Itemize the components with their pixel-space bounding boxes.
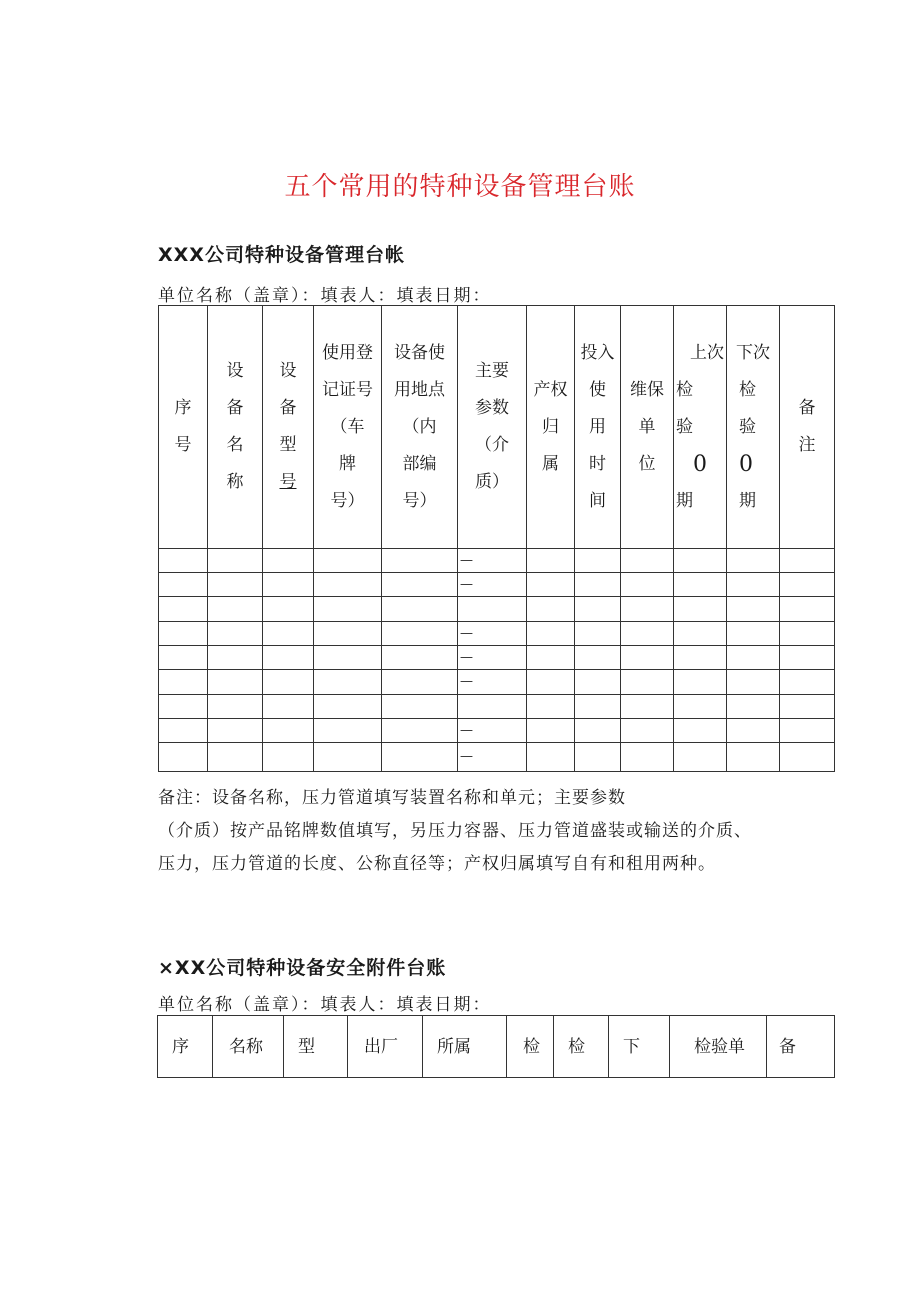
table-cell bbox=[382, 695, 458, 719]
table-cell bbox=[621, 743, 674, 772]
table-cell bbox=[159, 695, 208, 719]
table-cell bbox=[674, 646, 727, 670]
table-cell bbox=[621, 622, 674, 646]
table-cell bbox=[527, 549, 575, 573]
table-cell bbox=[458, 695, 527, 719]
table-cell bbox=[780, 646, 835, 670]
acc-col-factory: 出厂 bbox=[348, 1016, 423, 1078]
table-cell bbox=[727, 695, 780, 719]
table-cell: — bbox=[458, 622, 527, 646]
table-cell bbox=[621, 549, 674, 573]
table-cell bbox=[621, 597, 674, 622]
table-cell bbox=[314, 597, 382, 622]
acc-col-name: 名称 bbox=[213, 1016, 284, 1078]
col-header-main-params: 主要 参数 （介 质） bbox=[458, 306, 527, 549]
table-cell bbox=[382, 622, 458, 646]
table-cell bbox=[780, 573, 835, 597]
acc-col-inspect-a: 检 bbox=[507, 1016, 554, 1078]
table-cell bbox=[575, 695, 621, 719]
section1-heading: XXX公司特种设备管理台帐 bbox=[158, 244, 405, 266]
table-cell bbox=[314, 549, 382, 573]
table-cell bbox=[575, 670, 621, 695]
table-cell bbox=[314, 719, 382, 743]
table-cell bbox=[621, 573, 674, 597]
table-cell bbox=[674, 549, 727, 573]
table-cell bbox=[527, 695, 575, 719]
table-row bbox=[159, 670, 835, 695]
acc-col-inspection-unit: 检验单 bbox=[670, 1016, 767, 1078]
col-header-next-inspection: 下次 检 验 0 期 bbox=[727, 306, 780, 549]
table-cell bbox=[382, 597, 458, 622]
table-cell bbox=[727, 646, 780, 670]
table-cell bbox=[727, 719, 780, 743]
table-cell bbox=[208, 622, 263, 646]
table-row bbox=[159, 597, 835, 622]
table-cell bbox=[575, 573, 621, 597]
table-row bbox=[159, 719, 835, 743]
table-cell bbox=[575, 719, 621, 743]
table-cell bbox=[621, 670, 674, 695]
table-cell bbox=[674, 670, 727, 695]
col-header-registration-no: 使用登 记证号 （车 牌 号） bbox=[314, 306, 382, 549]
table-cell bbox=[780, 549, 835, 573]
table-cell bbox=[208, 670, 263, 695]
table-row bbox=[159, 549, 835, 573]
col-header-last-inspection: 上次 检 验 0 期 bbox=[674, 306, 727, 549]
table-cell bbox=[527, 719, 575, 743]
table-cell bbox=[159, 743, 208, 772]
table-cell bbox=[527, 622, 575, 646]
safety-accessory-table bbox=[157, 1015, 835, 1078]
table-cell bbox=[727, 597, 780, 622]
table-cell bbox=[727, 743, 780, 772]
section1-note: 备注：设备名称，压力管道填写装置名称和单元；主要参数 （介质）按产品铭牌数值填写，另压力容器、压力管道盛装或输送的介质、 压力，压力管道的长度、公称直径等；产权归属填写自有和租用两种。 bbox=[158, 788, 752, 874]
table-cell bbox=[159, 646, 208, 670]
section2-heading: ×XX公司特种设备安全附件台账 bbox=[158, 957, 447, 979]
table-cell bbox=[621, 719, 674, 743]
table-row bbox=[159, 743, 835, 772]
table-cell bbox=[674, 695, 727, 719]
table-cell bbox=[314, 695, 382, 719]
col-header-model: 设 备 型 号 bbox=[263, 306, 314, 549]
table-cell bbox=[263, 670, 314, 695]
table-cell bbox=[382, 646, 458, 670]
table-cell bbox=[314, 743, 382, 772]
table-cell bbox=[314, 622, 382, 646]
section1-meta: 单位名称（盖章）：填表人：填表日期： bbox=[158, 286, 492, 306]
acc-col-belongs: 所属 bbox=[423, 1016, 507, 1078]
col-header-commission-date: 投入 使 用 时 间 bbox=[575, 306, 621, 549]
table-cell bbox=[159, 670, 208, 695]
table-cell bbox=[208, 743, 263, 772]
table-cell bbox=[780, 719, 835, 743]
table-cell bbox=[727, 622, 780, 646]
table-cell bbox=[263, 646, 314, 670]
table-cell bbox=[674, 622, 727, 646]
table-cell bbox=[674, 573, 727, 597]
table-cell bbox=[382, 670, 458, 695]
table-cell bbox=[674, 597, 727, 622]
accessory-header-row bbox=[158, 1016, 835, 1078]
table-cell bbox=[382, 549, 458, 573]
table-cell bbox=[314, 573, 382, 597]
table-cell bbox=[458, 597, 527, 622]
table-cell bbox=[727, 573, 780, 597]
table-cell bbox=[263, 549, 314, 573]
table-cell bbox=[780, 670, 835, 695]
table-cell bbox=[527, 646, 575, 670]
table-cell bbox=[263, 622, 314, 646]
table-cell bbox=[674, 743, 727, 772]
acc-col-remarks: 备 bbox=[767, 1016, 835, 1078]
col-header-maintenance-unit: 维保 单 位 bbox=[621, 306, 674, 549]
table-cell bbox=[382, 743, 458, 772]
table-cell: — bbox=[458, 646, 527, 670]
table-cell bbox=[527, 670, 575, 695]
table-cell bbox=[575, 743, 621, 772]
table-cell bbox=[674, 719, 727, 743]
col-header-index: 序 号 bbox=[159, 306, 208, 549]
table-cell bbox=[382, 573, 458, 597]
table-cell bbox=[527, 743, 575, 772]
table-cell bbox=[382, 719, 458, 743]
ledger-header-row bbox=[159, 306, 835, 549]
table-cell bbox=[159, 719, 208, 743]
table-cell bbox=[263, 743, 314, 772]
acc-col-next: 下 bbox=[609, 1016, 670, 1078]
table-cell bbox=[208, 549, 263, 573]
table-cell bbox=[527, 597, 575, 622]
table-cell bbox=[621, 646, 674, 670]
table-cell bbox=[780, 695, 835, 719]
col-header-ownership: 产权 归 属 bbox=[527, 306, 575, 549]
table-cell bbox=[159, 573, 208, 597]
table-cell bbox=[208, 719, 263, 743]
table-cell bbox=[727, 670, 780, 695]
ledger-body bbox=[159, 549, 835, 772]
table-cell bbox=[575, 622, 621, 646]
table-row bbox=[159, 695, 835, 719]
table-cell bbox=[621, 695, 674, 719]
table-cell bbox=[208, 695, 263, 719]
table-cell: — bbox=[458, 549, 527, 573]
col-header-remarks: 备 注 bbox=[780, 306, 835, 549]
table-cell bbox=[263, 719, 314, 743]
table-cell bbox=[159, 597, 208, 622]
table-cell: — bbox=[458, 719, 527, 743]
table-cell bbox=[159, 549, 208, 573]
table-cell bbox=[575, 597, 621, 622]
table-cell bbox=[575, 549, 621, 573]
acc-col-model: 型 bbox=[284, 1016, 348, 1078]
table-cell bbox=[575, 646, 621, 670]
table-cell: — bbox=[458, 743, 527, 772]
acc-col-inspect-b: 检 bbox=[554, 1016, 609, 1078]
table-cell bbox=[263, 573, 314, 597]
table-cell bbox=[208, 597, 263, 622]
table-cell: — bbox=[458, 573, 527, 597]
col-header-location: 设备使 用地点 （内 部编 号） bbox=[382, 306, 458, 549]
table-cell bbox=[780, 743, 835, 772]
table-row bbox=[159, 622, 835, 646]
table-cell bbox=[208, 573, 263, 597]
table-cell bbox=[159, 622, 208, 646]
section2-meta: 单位名称（盖章）：填表人：填表日期： bbox=[158, 995, 492, 1015]
table-cell bbox=[263, 695, 314, 719]
equipment-ledger-table bbox=[158, 305, 835, 772]
table-cell bbox=[314, 670, 382, 695]
table-cell bbox=[780, 622, 835, 646]
table-row bbox=[159, 646, 835, 670]
col-header-equipment-name: 设 备 名 称 bbox=[208, 306, 263, 549]
table-cell bbox=[780, 597, 835, 622]
table-cell: — bbox=[458, 670, 527, 695]
table-row bbox=[159, 573, 835, 597]
table-cell bbox=[527, 573, 575, 597]
document-title: 五个常用的特种设备管理台账 bbox=[284, 172, 636, 202]
acc-col-index: 序 bbox=[158, 1016, 213, 1078]
table-cell bbox=[314, 646, 382, 670]
table-cell bbox=[208, 646, 263, 670]
table-cell bbox=[263, 597, 314, 622]
table-cell bbox=[727, 549, 780, 573]
